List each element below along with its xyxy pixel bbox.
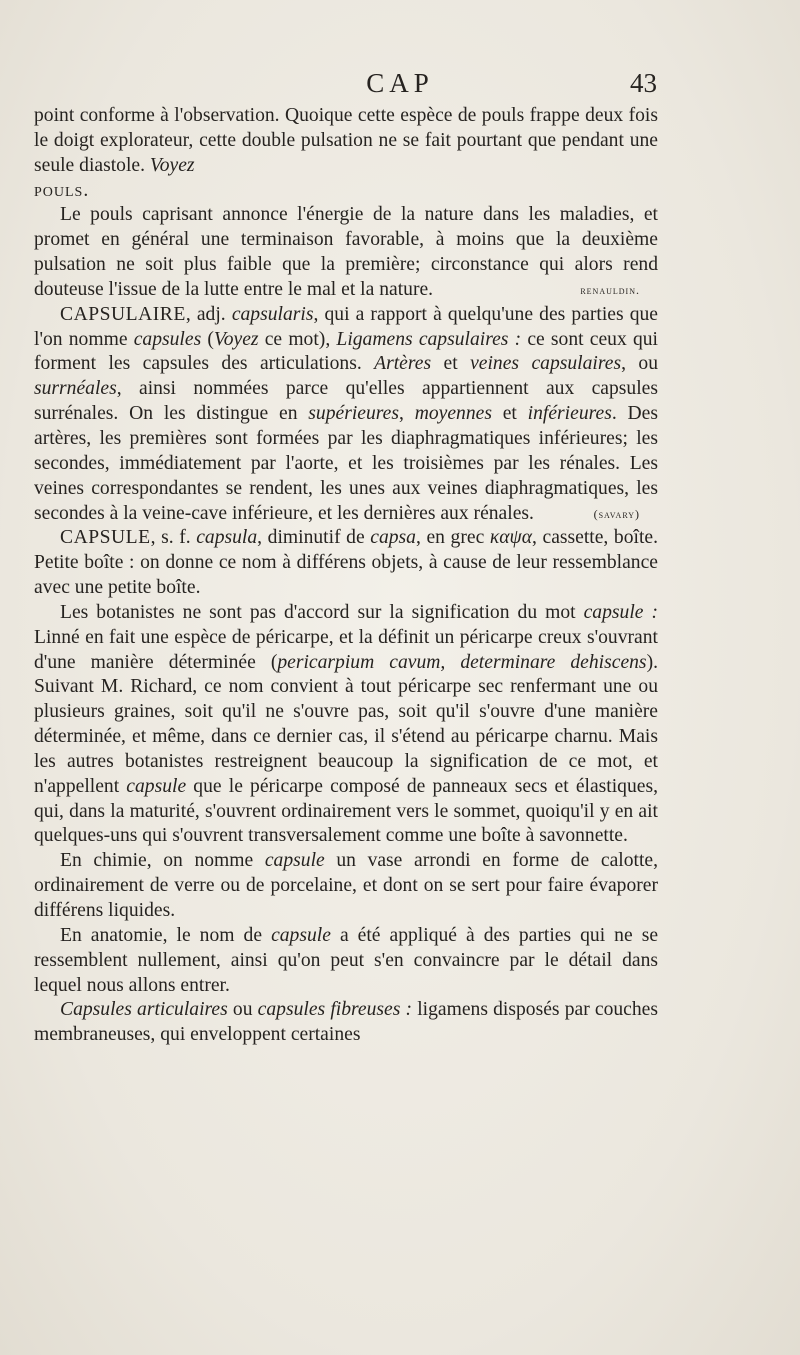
italic-run: supérieures — [308, 403, 399, 425]
italic-run: capsules fibreuses : — [257, 999, 413, 1021]
italic-run: capsules — [133, 328, 202, 350]
italic-run: capsule — [271, 924, 331, 946]
entry-headword: CAPSULAIRE — [60, 303, 186, 325]
text-run: , qui a rapport à quelqu'une des parties que l'on nomme — [34, 303, 659, 350]
text-run: En anatomie, le nom de — [60, 924, 272, 946]
italic-run: Voyez — [213, 328, 259, 350]
latin-phrase: pericarpium cavum, determinare dehiscens — [277, 651, 647, 673]
author-signature: renauldin. — [580, 282, 640, 297]
italic-run: inférieures — [527, 403, 612, 425]
text-run: , diminutif de — [257, 527, 371, 549]
text-run: , — [399, 403, 415, 425]
body-text — [34, 104, 658, 1048]
italic-run: capsa — [370, 527, 416, 549]
author-signature: (savary) — [593, 506, 640, 521]
paragraph-articular-capsules — [34, 998, 658, 1048]
italic-run: Ligamens capsulaires : — [336, 328, 522, 350]
text-run: et — [431, 353, 471, 375]
text-run: Les botanistes ne sont pas d'accord sur la signification du mot — [60, 601, 584, 623]
text-run: que le péricarpe composé de panneaux secs et élastiques, qui, dans la maturité, s'ouvrent ordinairement vers le sommet, quoiqu'il y en ait quelques-uns qui s'ouvrent transversalement comme une boîte à savonnette. — [34, 775, 658, 847]
running-head: CAP — [366, 68, 434, 98]
italic-run: capsule : — [583, 601, 658, 623]
paragraph-caprisant — [34, 203, 658, 302]
entry-capsulaire — [34, 303, 658, 527]
text-run: Le pouls caprisant annonce l'énergie de la nature dans les maladies, et promet en général une terminaison favorable, à moins que la deuxième pulsation ne soit plus faible que la première; circonstance qui alors rend douteuse l'issue de la lutte entre le mal et la nature. — [34, 204, 658, 300]
text-run: En chimie, on nomme — [60, 850, 265, 872]
italic-run: capsule — [126, 775, 187, 797]
italic-run: Artères — [374, 353, 432, 375]
text-run: ce mot), — [258, 328, 337, 350]
text-run: a été appliqué à des parties qui ne se ressemblent nullement, ainsi qu'on peut s'en convaincre par le détail dans lequel nous allons entrer. — [34, 924, 659, 996]
text-run: ligamens disposés par couches membraneuses, qui enveloppent certaines — [34, 999, 658, 1046]
paragraph-anatomy — [34, 924, 658, 999]
paragraph-botany — [34, 601, 658, 849]
text-run: , adj. — [185, 303, 232, 325]
italic-run: moyennes — [414, 403, 492, 425]
see-reference: Voyez — [149, 154, 195, 176]
paragraph-continued — [34, 104, 658, 203]
text-run: , ou — [621, 353, 659, 375]
text-run: , cassette, boîte. Petite boîte : on donne ce nom à différens objets, à cause de leur ressemblance avec une petite boîte. — [34, 527, 658, 599]
text-run: , s. f. — [150, 527, 197, 549]
text-run: et — [491, 403, 528, 425]
page-header — [0, 68, 800, 102]
italic-run: capsule — [264, 850, 325, 872]
greek-word: καψα — [489, 527, 533, 549]
text-run: ce sont ceux qui forment les capsules des articulations. — [34, 328, 658, 375]
page-number: 43 — [630, 68, 657, 98]
italic-run: Capsules articulaires — [60, 999, 228, 1021]
text-run: Linné en fait une espèce de péricarpe, et la définit un péricarpe creux s'ouvrant d'une manière déterminée ( — [34, 626, 658, 673]
text-run: un vase arrondi en forme de calotte, ordinairement de verre ou de porcelaine, et dont on se sert pour faire évaporer différens liquides. — [34, 850, 658, 921]
text-run: , ainsi nommées parce qu'elles appartiennent aux capsules surrénales. On les distingue en — [34, 378, 658, 425]
cross-reference: pouls. — [34, 179, 90, 201]
text-run: . Des artères, les premières sont formées par les diaphragmatiques inférieures; les secondes, immédiatement par l'aorte, et les troisièmes par les rénales. Les veines correspondantes se rendent, les unes aux veines diaphragmatiques, les secondes à la veine-cave inférieure, et les dernières aux rénales. — [34, 403, 658, 524]
italic-run: capsula — [196, 527, 258, 549]
italic-run: capsularis — [231, 303, 314, 325]
italic-run: veines capsulaires — [470, 353, 622, 375]
text-run: ou — [227, 999, 258, 1021]
text-run: ( — [201, 328, 214, 350]
paragraph-chemistry — [34, 849, 658, 924]
entry-headword: CAPSULE — [60, 527, 151, 549]
text-run: ). Suivant M. Richard, ce nom convient à tout péricarpe sec renfermant une ou plusieurs graines, soit qu'il ne s'ouvre pas, soit qu'il s'ouvre d'une manière déterminée, et même, dans ce dernier cas, il s'étend au péricarpe charnu. Mais les autres botanistes restreignent beaucoup la signification de ce mot, et n'appellent — [34, 651, 658, 797]
entry-capsule — [34, 526, 658, 601]
text-run: point conforme à l'observation. Quoique cette espèce de pouls frappe deux fois le doigt explorateur, cette double pulsation ne se fait pourtant que pendant une seule diastole. — [34, 105, 658, 176]
italic-run: surrnéales — [34, 378, 117, 400]
text-run: , en grec — [415, 527, 490, 549]
